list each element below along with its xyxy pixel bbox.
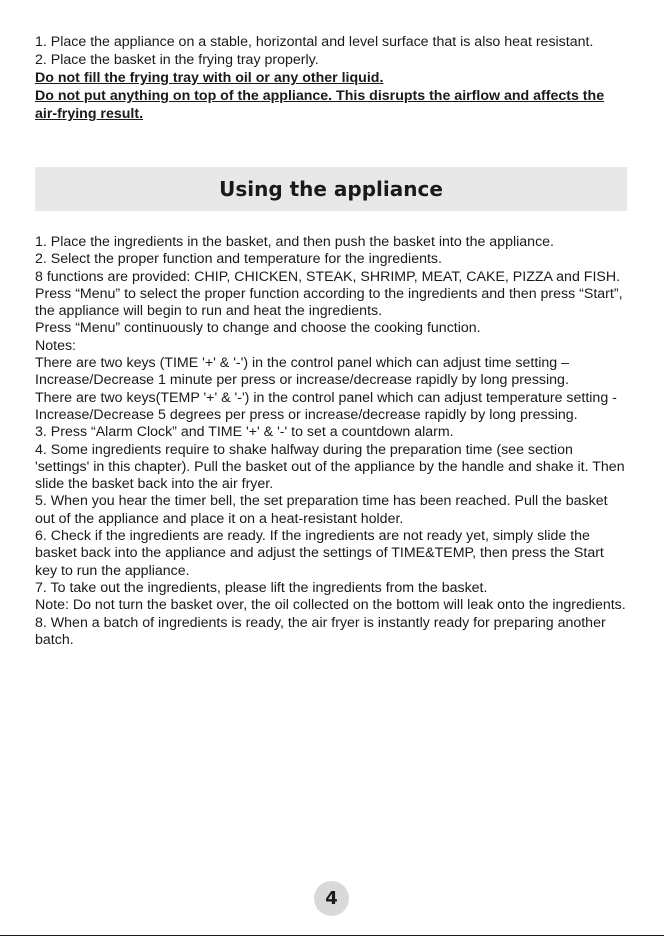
paragraph: Press “Menu” to select the proper function according to the ingredients and then press “Start”, the appliance will begin to run and heat the ingredients. bbox=[35, 285, 623, 320]
warning-line: Do not fill the frying tray with oil or any other liquid. bbox=[35, 70, 384, 86]
paragraph: 4. Some ingredients require to shake halfway during the preparation time (see section 'settings' in this chapter). Pull the basket out of the appliance by the handle and shake it. Then slide the basket back into the air fryer. bbox=[35, 441, 625, 493]
paragraph: There are two keys(TEMP '+' & '-') in the control panel which can adjust temperature setting - Increase/Decrease 5 degrees per press or increase/decrease rapidly by long pressing. bbox=[35, 389, 617, 423]
paragraph: 8. When a batch of ingredients is ready, the air fryer is instantly ready for preparing another batch. bbox=[35, 614, 606, 648]
paragraph: Press “Menu” continuously to change and choose the cooking function. bbox=[35, 320, 481, 337]
paragraph: 8 functions are provided: CHIP, CHICKEN, STEAK, SHRIMP, MEAT, CAKE, PIZZA and FISH. bbox=[35, 268, 621, 285]
paragraph: There are two keys (TIME '+' & '-') in the control panel which can adjust time setting – Increase/Decrease 1 minute per press or increase/decrease rapidly by long pressing. bbox=[35, 355, 570, 389]
page-number: 4 bbox=[314, 881, 349, 916]
paragraph: Notes: bbox=[35, 337, 77, 354]
section-title: Using the appliance bbox=[219, 177, 443, 201]
paragraph: 5. When you hear the timer bell, the set preparation time has been reached. Pull the basket out of the appliance and place it on a heat-resistant holder. bbox=[35, 493, 608, 527]
paragraph: 6. Check if the ingredients are ready. If the ingredients are not ready yet, simply slide the basket back into the appliance and adjust the settings of TIME&TEMP, then press the Start key to run the appliance. bbox=[35, 528, 604, 579]
warning-line: Do not put anything on top of the appliance. This disrupts the airflow and affects the air-frying result. bbox=[35, 88, 605, 122]
intro-line: 2. Place the basket in the frying tray properly. bbox=[35, 52, 319, 68]
paragraph: 1. Place the ingredients in the basket, and then push the basket into the appliance. bbox=[35, 234, 554, 250]
paragraph: 2. Select the proper function and temperature for the ingredients. bbox=[35, 251, 442, 268]
usage-instructions bbox=[35, 234, 627, 649]
paragraph: Note: Do not turn the basket over, the oil collected on the bottom will leak onto the ingredients. bbox=[35, 597, 626, 614]
bottom-divider bbox=[0, 935, 664, 936]
section-banner bbox=[35, 167, 627, 211]
paragraph: 3. Press “Alarm Clock” and TIME '+' & '-' to set a countdown alarm. bbox=[35, 424, 454, 441]
intro-instructions bbox=[35, 33, 625, 123]
paragraph: 7. To take out the ingredients, please lift the ingredients from the basket. bbox=[35, 579, 488, 596]
intro-line: 1. Place the appliance on a stable, horizontal and level surface that is also heat resistant. bbox=[35, 34, 594, 50]
